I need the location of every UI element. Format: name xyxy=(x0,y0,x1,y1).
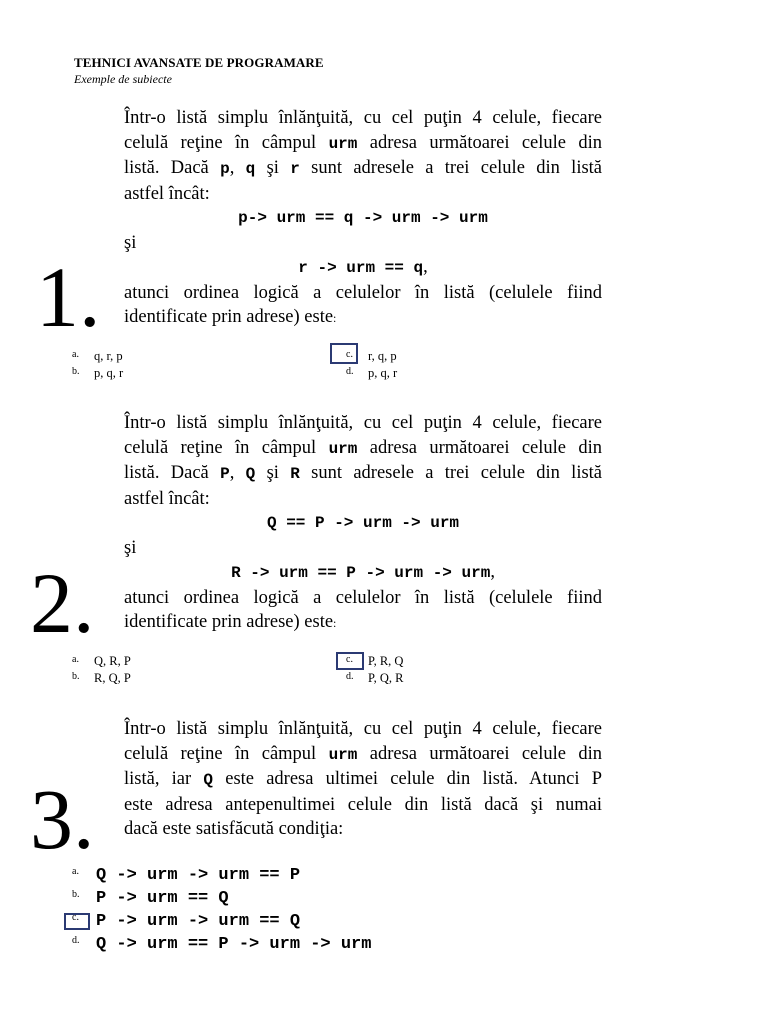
text-line: Într-o listă simplu înlănţuită, cu cel puţin 4 celule, fiecare xyxy=(124,719,602,739)
answer-option-a[interactable]: a. Q -> urm -> urm == P xyxy=(72,866,301,885)
text-line: atunci ordinea logică a celulelor în listă (celulele fiind xyxy=(124,282,602,303)
document-subtitle: Exemple de subiecte xyxy=(74,72,172,86)
question-3-text xyxy=(124,717,602,842)
text-line: atunci ordinea logică a celulelor în listă (celulele fiind xyxy=(124,587,602,608)
text-line: listă, iar Q este adresa ultimei celule din listă. Atunci P xyxy=(124,769,603,789)
text-line: celulă reţine în câmpul urm adresa următoarei celule din xyxy=(124,132,603,153)
code-field-name: urm xyxy=(328,745,358,764)
code-field-name: urm xyxy=(328,439,358,458)
condition-code: Q == P -> urm -> urm xyxy=(266,514,460,532)
answer-option-d[interactable]: d. p, q, r xyxy=(346,366,398,380)
question-2-text xyxy=(124,411,602,636)
question-number: 3. xyxy=(30,771,95,867)
answer-option-d[interactable]: d. Q -> urm == P -> urm -> urm xyxy=(72,935,372,954)
text-line: listă. Dacă P, Q şi R sunt adresele a trei celule din listă xyxy=(124,463,603,483)
answer-option-c[interactable]: c. r, q, p xyxy=(346,349,397,363)
text-line: celulă reţine în câmpul urm adresa următoarei celule din xyxy=(124,437,603,458)
text-line: Într-o listă simplu înlănţuită, cu cel puţin 4 celule, fiecare xyxy=(124,413,602,433)
text-line: este adresa antepenultimei celule din listă dacă şi numai xyxy=(124,794,602,815)
answer-option-a[interactable]: a. Q, R, P xyxy=(72,654,131,668)
text-line: astfel încât: xyxy=(124,488,210,509)
condition-code: R -> urm == P -> urm -> urm, xyxy=(231,562,495,582)
answer-option-c[interactable]: c. P -> urm -> urm == Q xyxy=(72,912,301,931)
text-line: listă. Dacă p, q şi r sunt adresele a trei celule din listă xyxy=(124,158,603,178)
answer-option-b[interactable]: b. p, q, r xyxy=(72,366,124,380)
question-number: 1. xyxy=(36,249,101,345)
text-line: identificate prin adrese) este: xyxy=(124,612,337,632)
text-line: dacă este satisfăcută condiţia: xyxy=(124,819,344,839)
answer-option-d[interactable]: d. P, Q, R xyxy=(346,671,404,685)
text-line: celulă reţine în câmpul urm adresa următoarei celule din xyxy=(124,743,603,764)
text-line: şi xyxy=(124,537,137,558)
text-line: şi xyxy=(124,232,137,253)
answer-option-a[interactable]: a. q, r, p xyxy=(72,349,123,363)
text-line: Într-o listă simplu înlănţuită, cu cel puţin 4 celule, fiecare xyxy=(124,108,602,128)
condition-code: r -> urm == q, xyxy=(298,257,428,277)
answer-option-c[interactable]: c. P, R, Q xyxy=(346,654,404,668)
text-line: identificate prin adrese) este: xyxy=(124,307,337,327)
answer-option-b[interactable]: b. P -> urm == Q xyxy=(72,889,229,908)
answer-option-b[interactable]: b. R, Q, P xyxy=(72,671,131,685)
condition-code: p-> urm == q -> urm -> urm xyxy=(238,209,488,227)
code-field-name: urm xyxy=(328,134,358,153)
question-number: 2. xyxy=(30,555,95,651)
document-title: TEHNICI AVANSATE DE PROGRAMARE xyxy=(74,55,324,70)
question-1-text xyxy=(124,106,602,331)
text-line: astfel încât: xyxy=(124,183,210,204)
